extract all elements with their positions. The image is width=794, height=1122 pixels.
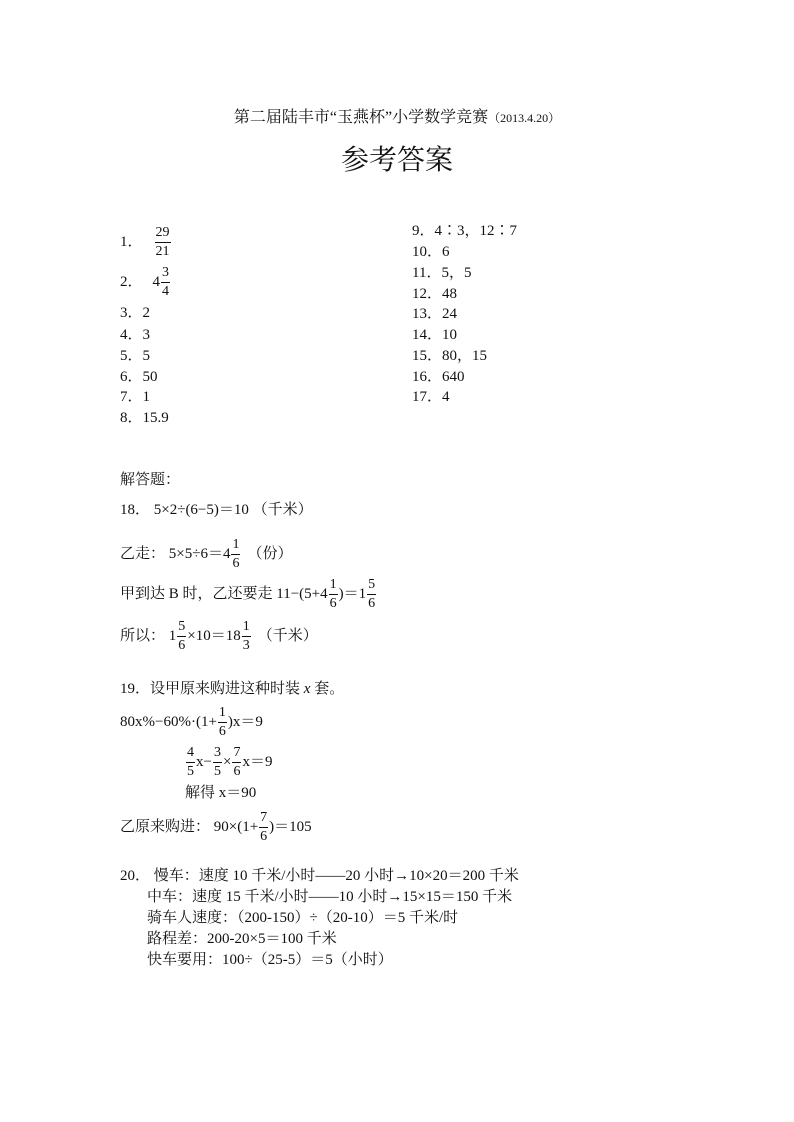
expression-text: 乙走： 5×5÷6＝4 [120, 546, 231, 562]
denominator: 6 [368, 596, 376, 611]
denominator: 5 [187, 764, 194, 779]
unit-text: （份） [247, 546, 293, 562]
numerator: 3 [213, 746, 222, 763]
numerator: 1 [231, 538, 240, 555]
variable: x [303, 681, 311, 697]
q20-line-4: 路程差：200-20×5＝100 千米 [147, 931, 337, 947]
expression-text: 甲到达 B 时，乙还要走 11−(5+4 [120, 586, 328, 602]
expression-text: x＝9 [242, 754, 273, 770]
numerator: 7 [259, 811, 268, 828]
answer-2 [120, 266, 171, 299]
numerator: 7 [232, 746, 241, 763]
denominator: 6 [260, 829, 268, 844]
whole-number: 4 [152, 274, 161, 290]
fraction [213, 746, 222, 779]
solutions-heading: 解答题： [120, 472, 181, 488]
q18-line-2 [120, 538, 292, 571]
q19-line-4: 解得 x＝90 [185, 785, 257, 801]
title-date: （2013.4.20） [488, 111, 561, 125]
q19-line-5 [120, 811, 312, 844]
expression-text: 乙原来购进： 90×(1+ [120, 819, 259, 835]
q19-line-1 [120, 682, 344, 697]
denominator: 21 [155, 244, 170, 259]
answer-1 [120, 226, 172, 259]
denominator: 6 [329, 596, 337, 611]
fraction [259, 811, 268, 844]
answer-9: 9．4∶3，12∶7 [412, 223, 518, 239]
fraction [232, 746, 241, 779]
fraction [155, 226, 171, 259]
question-text: 19．设甲原来购进这种时装 [120, 681, 301, 697]
q18-line-3 [120, 578, 377, 611]
answer-label: 1． [120, 234, 143, 250]
q20-line-2: 中车：速度 15 千米/小时——10 小时→15×15＝150 千米 [147, 889, 513, 905]
denominator: 3 [242, 638, 250, 653]
fraction [218, 706, 227, 739]
numerator: 29 [155, 226, 171, 243]
q19-line-3 [185, 746, 272, 779]
answer-7: 7．1 [120, 389, 151, 405]
numerator: 5 [177, 620, 186, 637]
answer-13: 13．24 [412, 306, 458, 322]
q18-line-4 [120, 620, 318, 653]
answer-5: 5．5 [120, 348, 151, 364]
expression-text: )x＝9 [227, 714, 263, 730]
document-title [0, 110, 794, 126]
answer-15: 15．80，15 [412, 348, 488, 364]
fraction [242, 620, 251, 653]
expression-text: 所以： 1 [120, 628, 177, 644]
expression-text: )＝105 [269, 819, 312, 835]
denominator: 6 [178, 638, 186, 653]
answer-8: 8．15.9 [120, 410, 169, 426]
answer-17: 17．4 [412, 389, 450, 405]
denominator: 6 [232, 556, 240, 571]
fraction [177, 620, 186, 653]
numerator: 4 [186, 746, 195, 763]
unit-text: （千米） [257, 628, 318, 644]
denominator: 6 [218, 724, 226, 739]
q20-line-3: 骑车人速度：（200-150）÷（20-10）＝5 千米/时 [147, 910, 459, 926]
denominator: 4 [162, 284, 170, 299]
question-text: 套。 [314, 681, 345, 697]
title-text: 第二届陆丰市“玉燕杯”小学数学竞赛 [233, 109, 489, 126]
answer-3: 3．2 [120, 305, 151, 321]
expression-text: x− [196, 754, 212, 770]
answer-11: 11．5，5 [412, 265, 472, 281]
numerator: 1 [329, 578, 338, 595]
fraction [367, 578, 376, 611]
answer-10: 10．6 [412, 244, 450, 260]
fraction [161, 266, 170, 299]
answer-14: 14．10 [412, 327, 458, 343]
q20-line-1: 20． 慢车：速度 10 千米/小时——20 小时→10×20＝200 千米 [120, 868, 519, 884]
q19-line-2 [120, 706, 263, 739]
answer-12: 12．48 [412, 286, 458, 302]
fraction [186, 746, 195, 779]
expression-text: 80x%−60%·(1+ [120, 714, 217, 730]
denominator: 5 [213, 764, 221, 779]
numerator: 1 [242, 620, 251, 637]
q20-line-5: 快车要用：100÷（25-5）＝5（小时） [147, 952, 393, 968]
answer-16: 16．640 [412, 369, 465, 385]
document-subtitle: 参考答案 [340, 145, 453, 176]
answer-6: 6．50 [120, 369, 158, 385]
denominator: 6 [233, 764, 241, 779]
expression-text: × [222, 754, 232, 770]
fraction [329, 578, 338, 611]
numerator: 5 [367, 578, 376, 595]
expression-text: )＝1 [338, 586, 367, 602]
answer-4: 4．3 [120, 327, 151, 343]
fraction [231, 538, 240, 571]
q18-line-1: 18． 5×2÷(6−5)＝10 （千米） [120, 502, 313, 518]
expression-text: ×10＝18 [187, 628, 241, 644]
numerator: 3 [161, 266, 170, 283]
answer-label: 2． [120, 274, 143, 290]
numerator: 1 [218, 706, 227, 723]
